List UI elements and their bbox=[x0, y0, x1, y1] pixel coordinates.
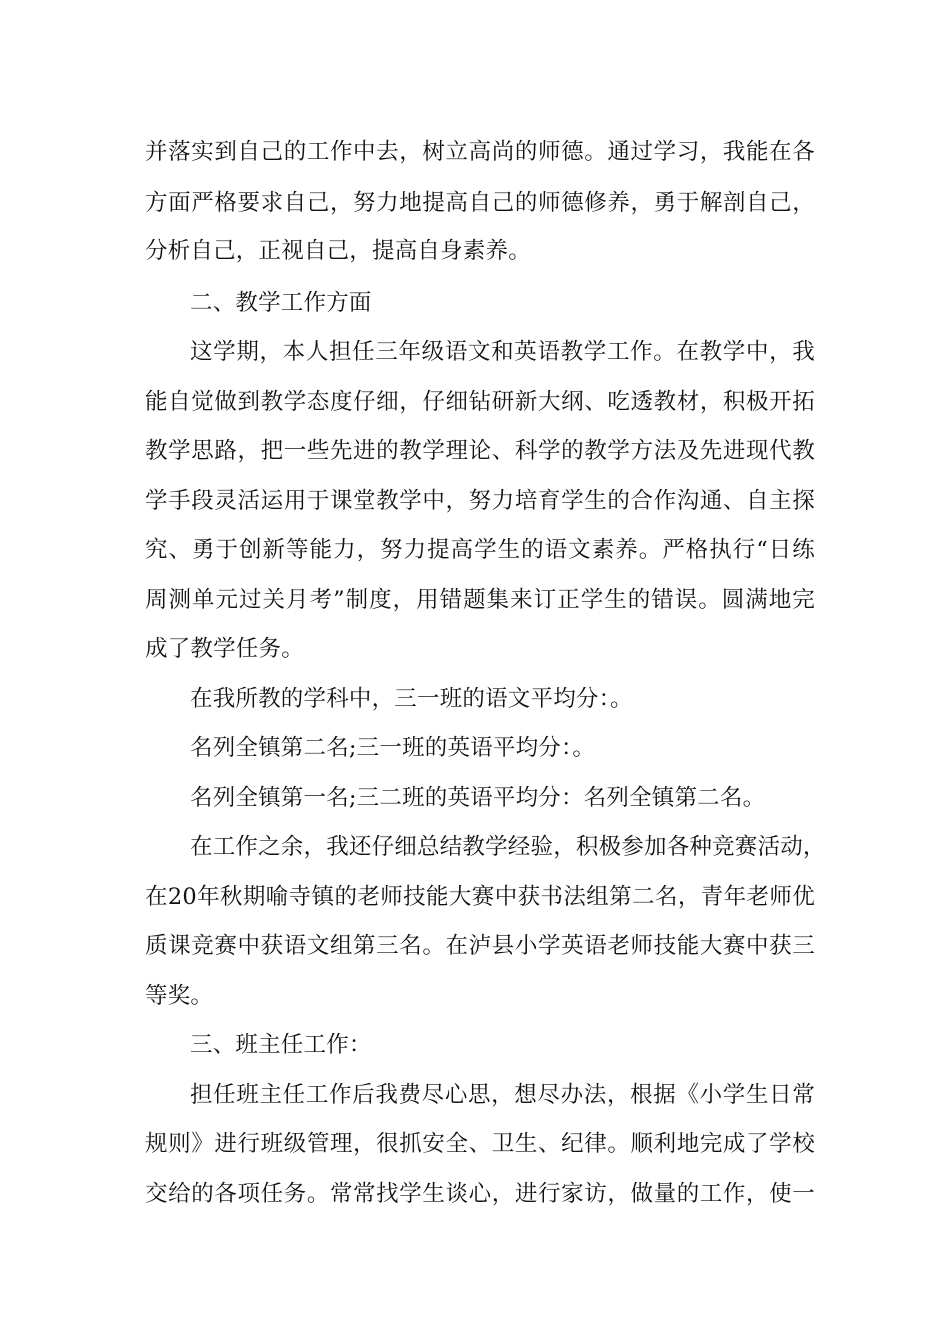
text-line: 教学思路，把一些先进的教学理论、科学的教学方法及先进现代教 bbox=[145, 438, 815, 464]
text-line: 学手段灵活运用于课堂教学中，努力培育学生的合作沟通、自主探 bbox=[145, 488, 815, 514]
text-line: 质课竞赛中获语文组第三名。在泸县小学英语老师技能大赛中获三 bbox=[145, 933, 815, 959]
section-heading: 二、教学工作方面 bbox=[190, 290, 372, 316]
text-line: 分析自己，正视自己，提高自身素养。 bbox=[145, 238, 531, 264]
text-line: 在工作之余，我还仔细总结教学经验，积极参加各种竞赛活动， bbox=[190, 834, 826, 860]
text-line: 担任班主任工作后我费尽心思，想尽办法，根据《小学生日常 bbox=[190, 1082, 815, 1108]
text-line: 名列全镇第一名;三二班的英语平均分：名列全镇第二名。 bbox=[190, 785, 766, 811]
text-line: 能自觉做到教学态度仔细，仔细钻研新大纲、吃透教材，积极开拓 bbox=[145, 389, 815, 415]
text-line: 并落实到自己的工作中去，树立高尚的师德。通过学习，我能在各 bbox=[145, 139, 815, 165]
text-line: 名列全镇第二名;三一班的英语平均分：。 bbox=[190, 735, 596, 761]
text-line: 这学期，本人担任三年级语文和英语教学工作。在教学中，我 bbox=[190, 339, 815, 365]
section-heading: 三、班主任工作： bbox=[190, 1032, 372, 1058]
text-line: 在20年秋期喻寺镇的老师技能大赛中获书法组第二名，青年老师优 bbox=[145, 884, 815, 910]
text-line: 在我所教的学科中，三一班的语文平均分：。 bbox=[190, 686, 633, 712]
text-line: 成了教学任务。 bbox=[145, 636, 304, 662]
text-line: 规则》进行班级管理，很抓安全、卫生、纪律。顺利地完成了学校 bbox=[145, 1131, 815, 1157]
text-line: 交给的各项任务。常常找学生谈心，进行家访，做量的工作，使一 bbox=[145, 1181, 815, 1207]
text-line: 周测单元过关月考”制度，用错题集来订正学生的错误。圆满地完 bbox=[145, 587, 815, 613]
text-line: 等奖。 bbox=[145, 983, 214, 1009]
text-line: 究、勇于创新等能力，努力提高学生的语文素养。严格执行“日练 bbox=[145, 537, 815, 563]
text-line: 方面严格要求自己，努力地提高自己的师德修养，勇于解剖自己， bbox=[145, 190, 815, 216]
